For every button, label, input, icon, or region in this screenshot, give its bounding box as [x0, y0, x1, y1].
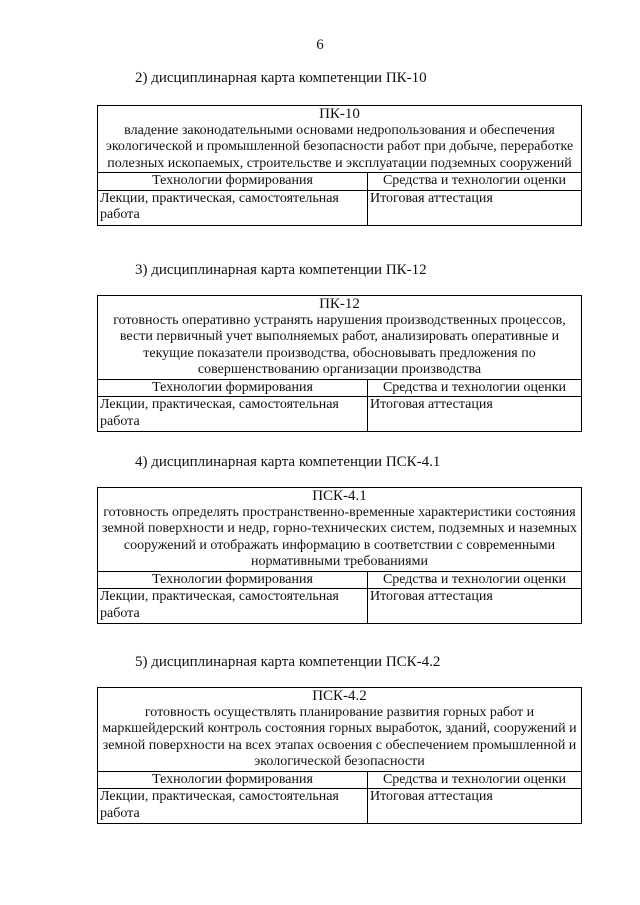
- competence-code: ПК-10: [319, 106, 360, 122]
- card-heading-psk42: 5) дисциплинарная карта компетенции ПСК-4.2: [135, 654, 441, 670]
- competence-description-cell: [98, 106, 582, 173]
- column-header-evaluation: Средства и технологии оценки: [368, 173, 582, 191]
- card-heading-pk10: 2) дисциплинарная карта компетенции ПК-10: [135, 70, 427, 86]
- competence-code: ПСК-4.1: [312, 488, 367, 504]
- competence-code: ПСК-4.2: [312, 688, 367, 704]
- card-heading-psk41: 4) дисциплинарная карта компетенции ПСК-4.1: [135, 454, 441, 470]
- page-number: 6: [316, 37, 324, 53]
- evaluation-cell: Итоговая аттестация: [368, 190, 582, 225]
- formation-cell: Лекции, практическая, самостоятельная работа: [98, 789, 368, 824]
- card-heading-pk12: 3) дисциплинарная карта компетенции ПК-12: [135, 262, 427, 278]
- competence-description-cell: [98, 296, 582, 380]
- column-header-evaluation: Средства и технологии оценки: [368, 571, 582, 589]
- evaluation-cell: Итоговая аттестация: [368, 789, 582, 824]
- formation-cell: Лекции, практическая, самостоятельная работа: [98, 589, 368, 624]
- column-header-evaluation: Средства и технологии оценки: [368, 379, 582, 397]
- competence-description: готовность осуществлять планирование развития горных работ и маркшейдерский контроль состояния горных выработок, зданий, сооружений и земной поверхности на всех этапах освоения с обеспечением промышленной и экологической безопасности: [102, 704, 577, 769]
- column-header-formation: Технологии формирования: [98, 379, 368, 397]
- formation-cell: Лекции, практическая, самостоятельная работа: [98, 190, 368, 225]
- column-header-formation: Технологии формирования: [98, 771, 368, 789]
- competence-description: готовность определять пространственно-временные характеристики состояния земной поверхности и недр, горно-технических систем, подземных и наземных сооружений и отображать информацию в соответствии с современными нормативными требованиями: [101, 504, 578, 569]
- evaluation-cell: Итоговая аттестация: [368, 589, 582, 624]
- evaluation-cell: Итоговая аттестация: [368, 397, 582, 432]
- competence-table-pk12: [97, 295, 582, 432]
- competence-description: владение законодательными основами недропользования и обеспечения экологической и промышленной безопасности работ при добыче, переработке полезных ископаемых, строительстве и эксплуатации подземных сооружений: [105, 122, 574, 171]
- competence-table-pk10: [97, 105, 582, 226]
- column-header-formation: Технологии формирования: [98, 571, 368, 589]
- competence-code: ПК-12: [319, 296, 360, 312]
- competence-description-cell: [98, 688, 582, 772]
- formation-cell: Лекции, практическая, самостоятельная работа: [98, 397, 368, 432]
- competence-description: готовность оперативно устранять нарушения производственных процессов, вести первичный учет выполняемых работ, анализировать оперативные и текущие показатели производства, обосновывать предложения по совершенствованию организации производства: [113, 312, 566, 377]
- column-header-formation: Технологии формирования: [98, 173, 368, 191]
- competence-description-cell: [98, 488, 582, 572]
- competence-table-psk41: [97, 487, 582, 624]
- column-header-evaluation: Средства и технологии оценки: [368, 771, 582, 789]
- competence-table-psk42: [97, 687, 582, 824]
